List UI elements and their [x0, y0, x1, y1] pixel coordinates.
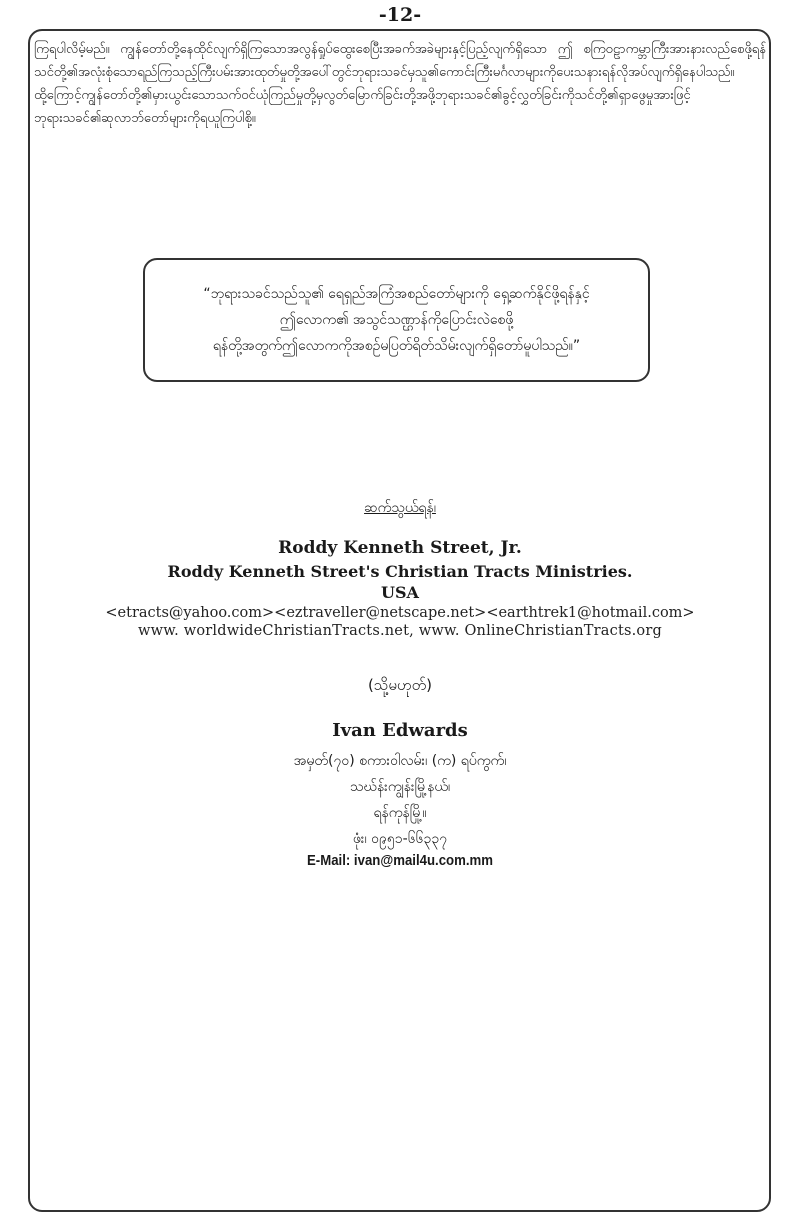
phone-number: ဖုံး၊ ၀၉၅၁-၆၆၃၃၇: [352, 831, 448, 847]
country: USA: [381, 583, 419, 602]
quote-line-1: “ဘုရားသခင်သည်သူ၏ ရေရှည်အကြံအစည်တော်များကို ရှေ့ဆက်နိုင်ဖို့ရန်နှင့်: [203, 286, 590, 302]
quote-line-3: ရန်တို့အတွက်ဤလောကကိုအစဉ်မပြတ်ရိတ်သိမ်းလျက်ရှိတော်မူပါသည်။”: [212, 338, 581, 354]
contact-heading-text: ဆက်သွယ်ရန်၊: [364, 500, 436, 516]
address-line-3: ရန်ကုန်မြို့။: [373, 805, 427, 821]
or-separator: (သို့မဟုတ်): [367, 676, 433, 694]
ministry-name: Roddy Kenneth Street's Christian Tracts Ministries.: [167, 562, 633, 581]
contact-email: E-Mail: ivan@mail4u.com.mm: [306, 852, 493, 869]
contact-name: Ivan Edwards: [332, 720, 468, 741]
intro-paragraph: ကြရပါလိမ့်မည်။ ကျွန်တော်တို့နေထိုင်လျက်ရှိကြသောအလွန်ရှုပ်ထွေးစေပြီးအခက်အခဲများနှင့်ပြည့်လျက်ရှိသော ဤ စကြဝဠာကမ္ဘာကြီးအားနားလည်စေဖို့ရန်သင်တို့၏အလုံးစုံသောရည်ကြသည့်ကြီးပမ်းအားထုတ်မှုတို့အပေါ်တွင်ဘုရားသခင်မှသူ၏ကောင်းကြီးမင်္ဂလာများကိုပေးသနားရန်လိုအပ်လျက်ရှိနေပါသည်။ ထို့ကြောင့်ကျွန်တော်တို့၏မှားယွင်းသောသက်ဝင်ယုံကြည်မှုတို့မှလွတ်မြောက်ခြင်းတို့အဖို့ဘုရားသခင်၏ခွင့်လွှတ်ခြင်းကိုသင်တို့၏ရှာဖွေမှုအားဖြင့်ဘုရားသခင်၏ဆုလာဘ်တော်များကိုရယူကြပါစို့။: [34, 42, 766, 126]
author-name: Roddy Kenneth Street, Jr.: [278, 538, 522, 558]
website-addresses: www. worldwideChristianTracts.net, www. OnlineChristianTracts.org: [138, 623, 662, 639]
quote-line-2: ဤလောက၏ အသွင်သဏ္ဌာန်ကိုပြောင်းလဲစေဖို့: [279, 312, 514, 328]
page-number: -12-: [378, 4, 422, 26]
address-line-1: အမှတ်(၇၀) စကားဝါလမ်း၊ (က) ရပ်ကွက်၊: [293, 753, 507, 769]
quote-box: [143, 258, 650, 382]
email-addresses: <etracts@yahoo.com><eztraveller@netscape.net><earthtrek1@hotmail.com>: [105, 605, 695, 621]
address-line-2: သဃ်န်းကျွန်းမြို့နယ်၊: [349, 779, 451, 795]
contact-heading: [0, 498, 800, 519]
